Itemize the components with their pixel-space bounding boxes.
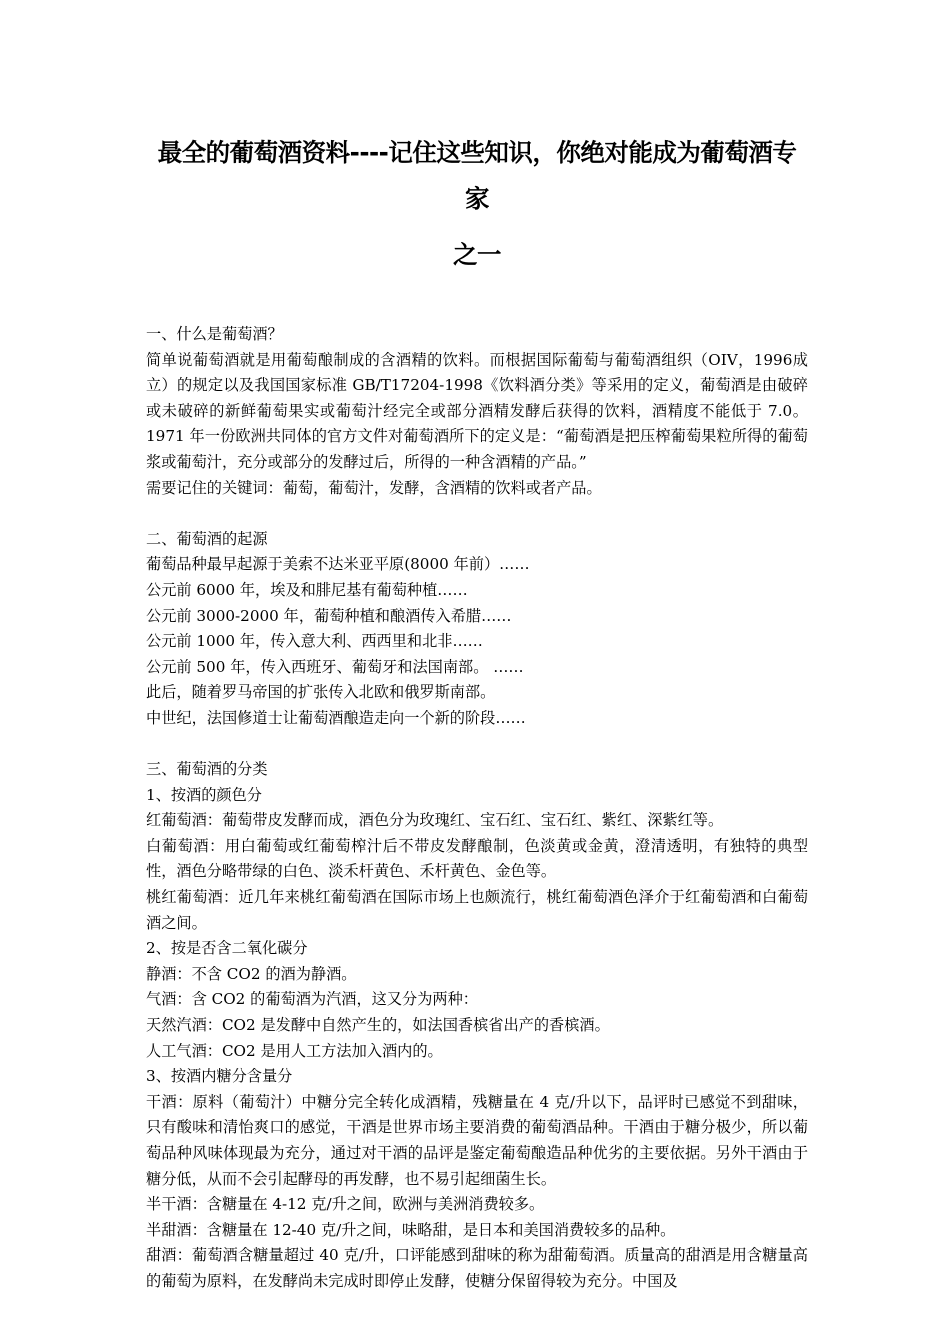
artificial-sparkling-paragraph: 人工气酒：CO2 是用人工方法加入酒内的。 [146, 1041, 443, 1060]
origin-line: 公元前 3000-2000 年，葡萄种植和酿酒传入希腊…… [146, 606, 512, 625]
dry-wine-paragraph: 干酒：原料（葡萄汁）中糖分完全转化成酒精，残糖量在 4 克/升以下，品评时已感觉不到甜味，只有酸味和清怡爽口的感觉，干酒是世界市场主要消费的葡萄酒品种。干酒由于糖分极少，所以葡萄品种风味体现最为充分，通过对干酒的品评是鉴定葡萄酿造品种优劣的主要依据。另外干酒由于糖分低，从而不会引起酵母的再发酵，也不易引起细菌生长。 [146, 1092, 808, 1188]
origin-line: 中世纪，法国修道士让葡萄酒酿造走向一个新的阶段…… [146, 708, 526, 727]
still-wine-paragraph: 静酒：不含 CO2 的酒为静酒。 [146, 964, 357, 983]
natural-sparkling-paragraph: 天然汽酒：CO2 是发酵中自然产生的，如法国香槟省出产的香槟酒。 [146, 1016, 610, 1035]
semi-sweet-wine-paragraph: 半甜酒：含糖量在 12-40 克/升之间，味略甜，是日本和美国消费较多的品种。 [146, 1220, 676, 1239]
sugar-subheading: 3、按酒内糖分含量分 [146, 1067, 293, 1086]
document-page [146, 130, 808, 1295]
document-body [146, 322, 808, 1295]
sweet-wine-paragraph: 甜酒：葡萄酒含糖量超过 40 克/升，口评能感到甜味的称为甜葡萄酒。质量高的甜酒是用含糖量高的葡萄为原料，在发酵尚未完成时即停止发酵，使糖分保留得较为充分。中国及 [146, 1246, 808, 1290]
origin-line: 公元前 1000 年，传入意大利、西西里和北非…… [146, 632, 483, 651]
origin-line: 公元前 500 年，传入西班牙、葡萄牙和法国南部。 …… [146, 657, 524, 676]
color-subheading: 1、按酒的颜色分 [146, 785, 262, 804]
blank-line [146, 501, 808, 527]
document-title [146, 130, 808, 278]
origin-line: 葡萄品种最早起源于美索不达米亚平原(8000 年前）…… [146, 555, 530, 574]
sparkling-wine-paragraph: 气酒：含 CO2 的葡萄酒为汽酒，这又分为两种： [146, 990, 478, 1009]
origin-line: 公元前 6000 年，埃及和腓尼基有葡萄种植…… [146, 580, 468, 599]
section-1-keywords: 需要记住的关键词：葡萄，葡萄汁，发酵，含酒精的饮料或者产品。 [146, 478, 602, 497]
title-line-2: 之一 [453, 240, 501, 269]
section-3-heading: 三、葡萄酒的分类 [146, 760, 268, 779]
section-2-heading: 二、葡萄酒的起源 [146, 529, 268, 548]
white-wine-paragraph: 白葡萄酒：用白葡萄或红葡萄榨汁后不带皮发酵酿制，色淡黄或金黄，澄清透明，有独特的典型性，酒色分略带绿的白色、淡禾杆黄色、禾杆黄色、金色等。 [146, 836, 808, 881]
title-line-1: 最全的葡萄酒资料----记住这些知识，你绝对能成为葡萄酒专家 [157, 138, 797, 213]
blank-line [146, 732, 808, 758]
semi-dry-wine-paragraph: 半干酒：含糖量在 4-12 克/升之间，欧洲与美洲消费较多。 [146, 1195, 545, 1214]
section-1-definition: 简单说葡萄酒就是用葡萄酿制成的含酒精的饮料。而根据国际葡萄与葡萄酒组织（OIV，1996成立）的规定以及我国国家标准 GB/T17204-1998《饮料酒分类》等采用的定义，葡萄酒是由破碎或未破碎的新鲜葡萄果实或葡萄汁经完全或部分酒精发酵后获得的饮料，酒精度不能低于 7.0。1971 年一份欧洲共同体的官方文件对葡萄酒所下的定义是：“葡萄酒是把压榨葡萄果粒所得的葡萄浆或葡萄汁，充分或部分的发酵过后，所得的一种含酒精的产品。” [146, 350, 808, 471]
section-1-heading: 一、什么是葡萄酒？ [146, 325, 283, 343]
red-wine-paragraph: 红葡萄酒：葡萄带皮发酵而成，酒色分为玫瑰红、宝石红、宝石红、紫红、深紫红等。 [146, 811, 724, 830]
co2-subheading: 2、按是否含二氧化碳分 [146, 939, 308, 958]
rose-wine-paragraph: 桃红葡萄酒：近几年来桃红葡萄酒在国际市场上也颇流行，桃红葡萄酒色泽介于红葡萄酒和白葡萄酒之间。 [146, 888, 808, 932]
origin-line: 此后，随着罗马帝国的扩张传入北欧和俄罗斯南部。 [146, 683, 496, 702]
